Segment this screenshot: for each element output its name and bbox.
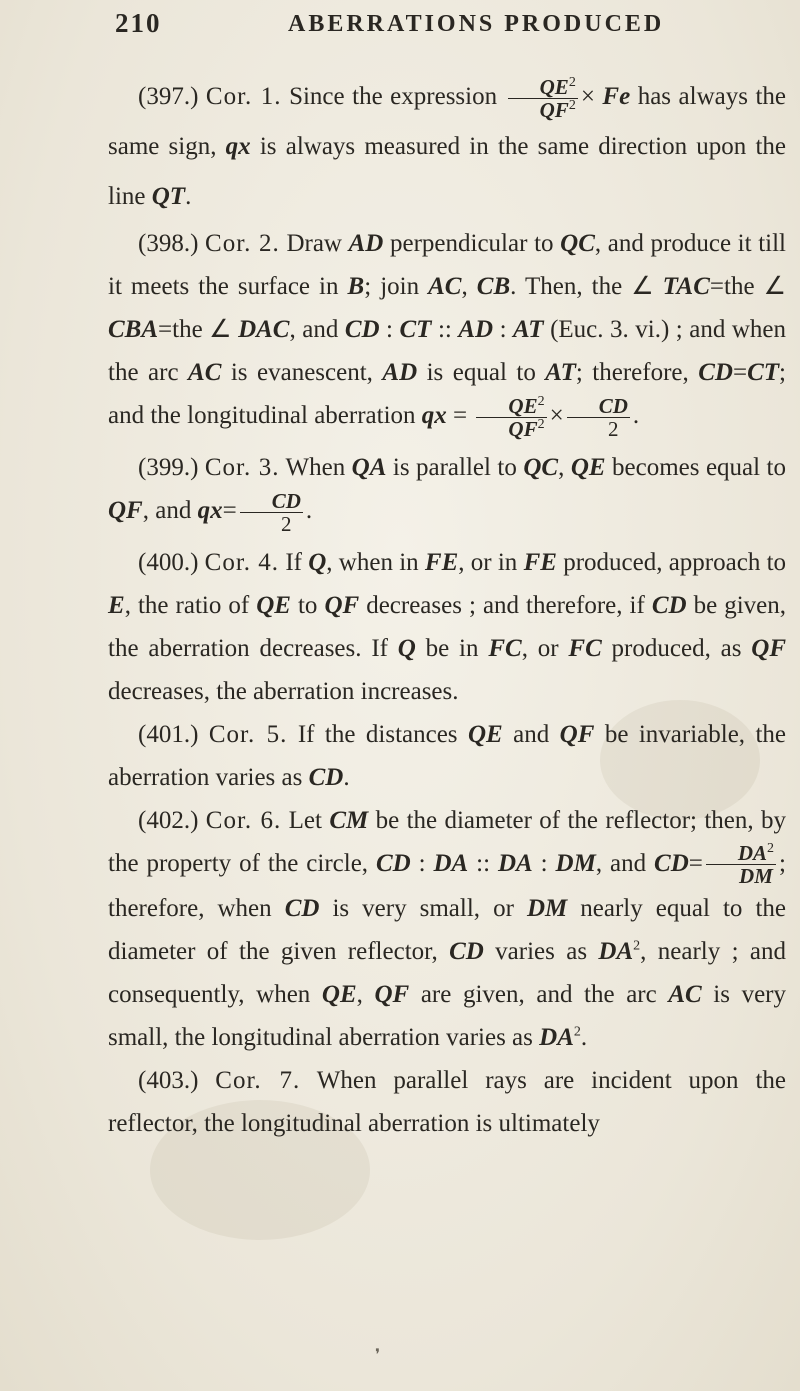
paragraph-number: (402.): [138, 806, 199, 834]
paragraph-number: (398.): [138, 230, 199, 257]
paragraph-400: (400.) Cor. 4. If Q, when in FE, or in FE produced, approach to E, the ratio of QE to QF decreases ; and therefore, if CD be given, the aberration decreases. If Q be in FC, or FC produced, as QF decreases, the aberration increases.: [108, 548, 787, 705]
fraction: $\frac{QE^2}{QF^2}$: [508, 76, 578, 121]
running-head: ABERRATIONS PRODUCED: [288, 11, 665, 37]
paragraph-number: (403.): [138, 1067, 199, 1095]
text: has always the same sign,: [108, 83, 787, 160]
corollary-label: Cor. 3.: [204, 453, 280, 481]
paragraph-403: (403.) Cor. 7. When parallel rays are incident upon the reflector, the longitudinal aberration is ultimately: [108, 1067, 786, 1138]
text: ×: [580, 83, 603, 110]
ink-mark-icon: ❜: [375, 1345, 381, 1364]
paragraph-number: (397.): [138, 83, 199, 110]
page-body: [108, 72, 786, 1145]
corollary-label: Cor. 1.: [205, 83, 282, 110]
corollary-label: Cor. 6.: [205, 806, 282, 834]
fraction: $\frac{CD}{2}$: [240, 490, 303, 535]
fraction: $\frac{QE^2}{QF^2}$: [476, 395, 546, 440]
text: .: [185, 183, 192, 210]
symbol: QT: [151, 183, 186, 210]
page-header: [0, 0, 800, 60]
paragraph-397: [108, 72, 786, 222]
text: is always measured in the same direction upon the line: [108, 133, 786, 210]
corollary-label: Cor. 4.: [204, 548, 280, 576]
paragraph-number: (399.): [138, 453, 199, 481]
paragraph-number: (400.): [138, 548, 199, 576]
paragraph-number: (401.): [138, 720, 199, 748]
paragraph-402: (402.) Cor. 6. Let CM be the diameter of the reflector; then, by the property of the circle, CD : DA :: DA : DM, and CD= $\frac{DA^2}{DM}$ ; therefore, when CD is very small, or DM nearly equal to the diameter of the given reflector, CD varies as $DA^2$, nearly ; and consequently, when QE, QF are given, and the arc AC is very small, the longitudinal aberration varies as $DA^2$.: [108, 806, 787, 1052]
symbol: Fe: [602, 83, 631, 110]
fraction: $\frac{CD}{2}$: [567, 395, 630, 440]
corollary-label: Cor. 5.: [208, 720, 288, 748]
paragraph-401: (401.) Cor. 5. If the distances QE and QF be invariable, the aberration varies as CD.: [108, 720, 787, 791]
text: Since the expression: [289, 83, 498, 110]
paragraph-398: (398.) Cor. 2. Draw AD perpendicular to QC, and produce it till it meets the surface in B; join AC, CB. Then, the ∠ TAC=the ∠ CBA=the ∠ DAC, and CD : CT :: AD : AT (Euc. 3. vi.) ; and when the arc AC is evanescent, AD is equal to AT; therefore, CD=CT; and the longitudinal aberration qx = $\frac{QE^2}{QF^2}$ × $\frac{CD}{2}$ .: [108, 230, 786, 441]
page-number: 210: [115, 8, 162, 38]
fraction: $\frac{DA^2}{DM}$: [706, 842, 776, 887]
corollary-label: Cor. 7.: [215, 1067, 301, 1095]
corollary-label: Cor. 2.: [205, 230, 280, 257]
paragraph-399: (399.) Cor. 3. When QA is parallel to QC, QE becomes equal to QF, and qx= $\frac{CD}{2}$ .: [108, 453, 786, 536]
symbol: qx: [225, 133, 251, 160]
